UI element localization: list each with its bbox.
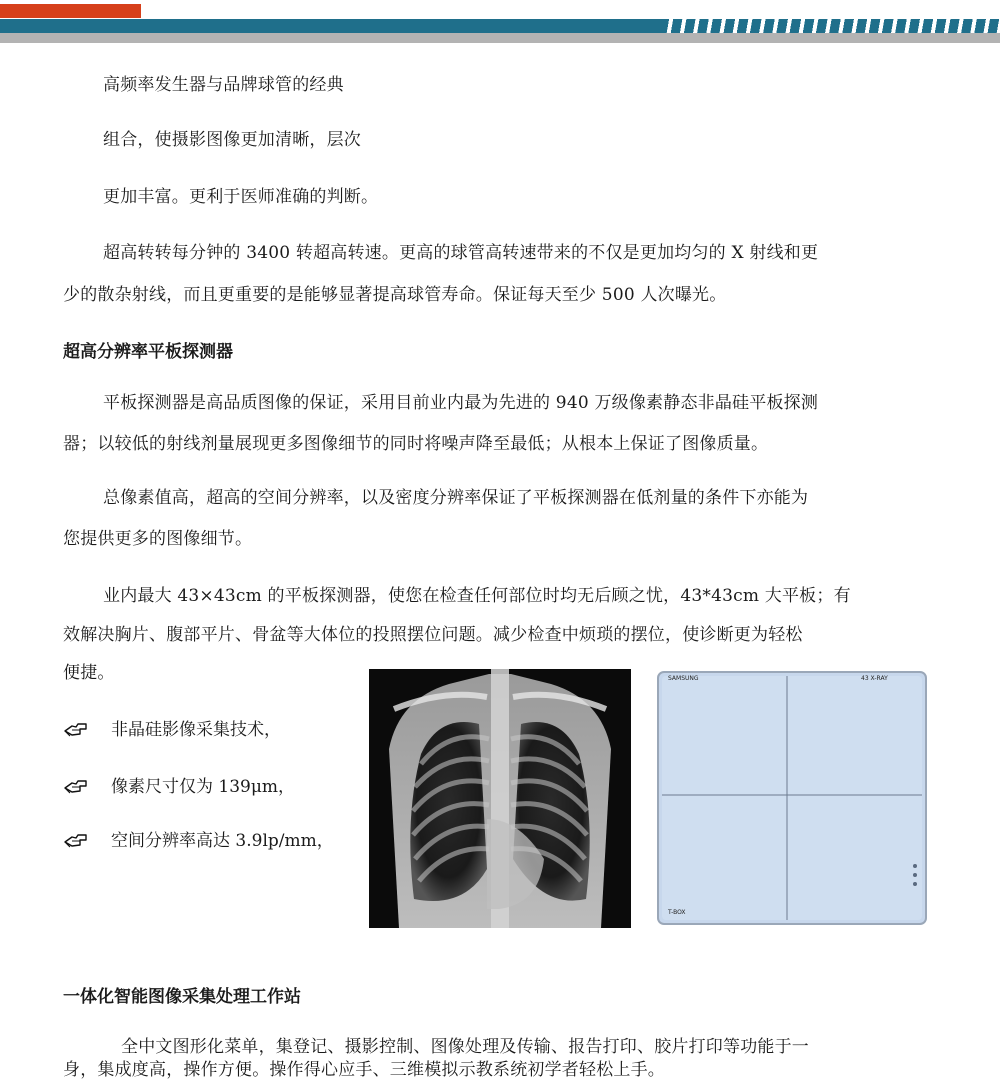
section-heading-detector: 超高分辨率平板探测器 — [63, 342, 233, 362]
pointing-hand-icon — [63, 832, 89, 850]
pointing-hand-icon — [63, 778, 89, 796]
detector-para3-line-1: 业内最大 43×43cm 的平板探测器，使您在检查任何部位时均无后顾之忧，43*43cm 大平板；有 — [103, 586, 851, 606]
detector-para3-line-3: 便捷。 — [63, 663, 115, 683]
bullet-item-1: 非晶硅影像采集技术， — [111, 720, 281, 740]
bullet-item-2: 像素尺寸仅为 139μm， — [111, 777, 296, 797]
bullet-item-3: 空间分辨率高达 3.9lp/mm， — [111, 831, 334, 851]
section-heading-workstation: 一体化智能图像采集处理工作站 — [63, 987, 301, 1007]
flat-panel-detector-image — [653, 669, 936, 928]
header-grey-bar — [0, 33, 1000, 43]
speed-para-line-2: 少的散杂射线，而且更重要的是能够显著提高球管寿命。保证每天至少 500 人次曝光。 — [63, 285, 727, 305]
detector-para1-line-2: 器；以较低的射线剂量展现更多图像细节的同时将噪声降至最低；从根本上保证了图像质量。 — [63, 434, 769, 454]
intro-line-2: 组合，使摄影图像更加清晰，层次 — [103, 130, 361, 150]
detector-para2-line-1: 总像素值高，超高的空间分辨率，以及密度分辨率保证了平板探测器在低剂量的条件下亦能为 — [103, 488, 809, 508]
header-red-bar — [0, 4, 141, 18]
pointing-hand-icon — [63, 721, 89, 739]
workstation-para-line-2: 身，集成度高，操作方便。操作得心应手、三维模拟示教系统初学者轻松上手。 — [63, 1060, 665, 1080]
detector-para1-line-1: 平板探测器是高品质图像的保证，采用目前业内最为先进的 940 万级像素静态非晶硅平板探测 — [103, 393, 819, 413]
panel-model-label: 43 X-RAY — [861, 675, 888, 682]
speed-para-line-1: 超高转转每分钟的 3400 转超高转速。更高的球管高转速带来的不仅是更加均匀的 X 射线和更 — [103, 243, 819, 263]
chest-xray-image — [369, 669, 631, 928]
workstation-para-line-1: 全中文图形化菜单，集登记、摄影控制、图像处理及传输、报告打印、胶片打印等功能于一 — [121, 1037, 809, 1057]
panel-brand-label: SAMSUNG — [668, 675, 699, 682]
intro-line-1: 高频率发生器与品牌球管的经典 — [103, 75, 344, 95]
intro-line-3: 更加丰富。更利于医师准确的判断。 — [103, 187, 379, 207]
panel-bottom-label: T-BOX — [668, 909, 686, 916]
detector-para2-line-2: 您提供更多的图像细节。 — [63, 529, 253, 549]
header-banner — [0, 0, 1000, 48]
detector-para3-line-2: 效解决胸片、腹部平片、骨盆等大体位的投照摆位问题。减少检查中烦琐的摆位，使诊断更为轻松 — [63, 625, 803, 645]
header-stripe-pattern — [660, 19, 1000, 33]
